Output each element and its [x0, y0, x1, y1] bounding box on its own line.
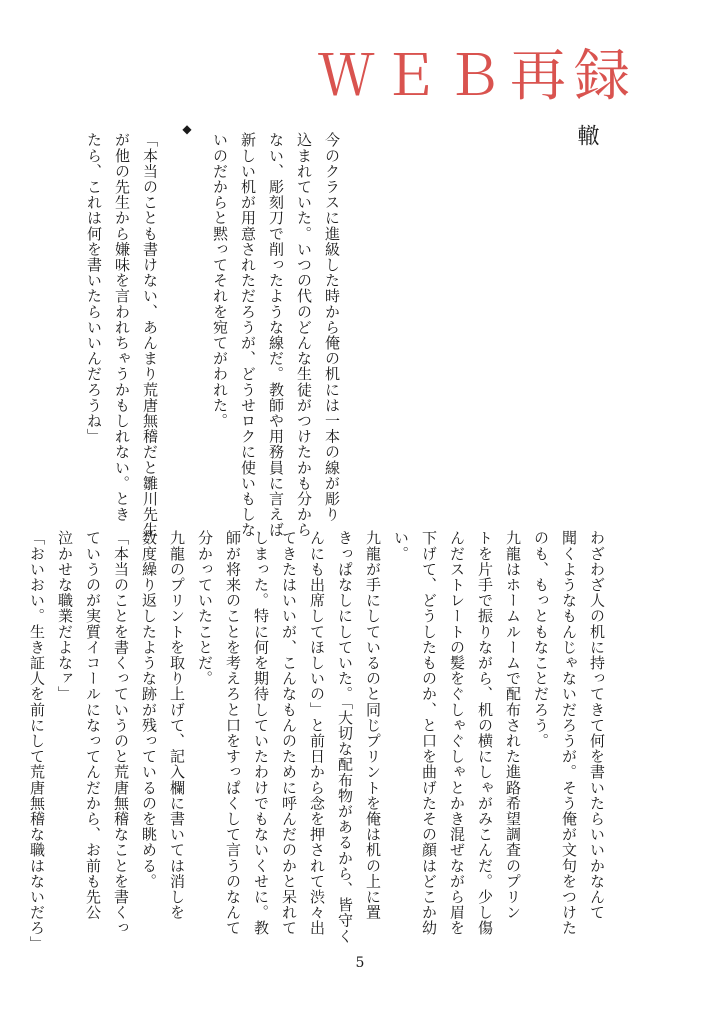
text-line: 泣かせな職業だよなァ」: [56, 530, 74, 702]
text-line: 込まれていた。いつの代のどんな生徒がつけたかも分から: [295, 132, 313, 538]
author-name: 轍: [574, 124, 599, 146]
text-line: てきたはいいが、こんなもんのために呼んだのかと呆れて: [280, 530, 298, 936]
text-line: が他の先生から嫌味を言われちゃうかもしれない。とき: [113, 132, 131, 522]
page-number: 5: [355, 955, 365, 971]
text-line: んだストレートの髪をぐしゃぐしゃとかき混ぜながら眉を: [448, 530, 466, 936]
text-line: トを片手で振りながら、机の横にしゃがみこんだ。少し傷: [476, 530, 494, 936]
text-line: しまった。特に何を期待していたわけでもないくせに。教: [252, 530, 270, 936]
text-line: ない、彫刻刀で削ったような線だ。教師や用務員に言えば: [267, 132, 285, 538]
top-text-block: [206, 132, 346, 538]
top-quote-block: [80, 132, 164, 538]
text-line: ていうのが実質イコールになってんだから、お前も先公: [84, 530, 102, 920]
text-line: んにも出席してほしいの」と前日から念を押されて渋々出: [308, 530, 326, 936]
text-line: 師が将来のことを考えろと口をすっぱくして言うのなんて: [224, 530, 242, 936]
text-line: きっぱなしにしていた。「大切な配布物があるから、皆守く: [336, 530, 354, 944]
text-line: 「おいおい。生き証人を前にして荒唐無稽な職はないだろ」: [28, 530, 46, 952]
text-line: 新しい机が用意されただろうが、どうせロクに使いもしな: [239, 132, 257, 538]
text-line: たら、これは何を書いたらいいんだろうね」: [85, 132, 103, 444]
text-line: 分かっていたことだ。: [196, 530, 214, 686]
text-line: いのだからと黙ってそれを宛てがわれた。: [211, 132, 229, 429]
page-title: ＷＥＢ再録: [318, 44, 638, 109]
text-line: 数度繰り返したような跡が残っているのを眺める。: [140, 530, 158, 889]
text-line: 聞くようなもんじゃないだろうが。そう俺が文句をつけた: [560, 530, 578, 936]
text-line: 下げて、どうしたものか、と口を曲げたその顔はどこか幼: [420, 530, 438, 936]
text-line: 「本当のことも書けない、あんまり荒唐無稽だと雛川先生: [141, 132, 159, 538]
text-line: 九龍が手にしているのと同じプリントを俺は机の上に置: [364, 530, 382, 920]
diamond-ornament-icon: ◆: [182, 122, 192, 136]
text-line: 九龍のプリントを取り上げて、記入欄に書いては消しを: [168, 530, 186, 920]
text-line: 「本当のことを書くっていうのと荒唐無稽なことを書くっ: [112, 530, 130, 936]
text-line: い。: [392, 530, 410, 562]
text-line: 今のクラスに進級した時から俺の机には一本の線が彫り: [323, 132, 341, 522]
text-line: 九龍はホームルームで配布された進路希望調査のプリン: [504, 530, 522, 920]
bottom-text-block: [23, 530, 611, 952]
text-line: のも、もっともなことだろう。: [532, 530, 550, 749]
text-line: わざわざ人の机に持ってきて何を書いたらいいかなんて: [588, 530, 606, 920]
